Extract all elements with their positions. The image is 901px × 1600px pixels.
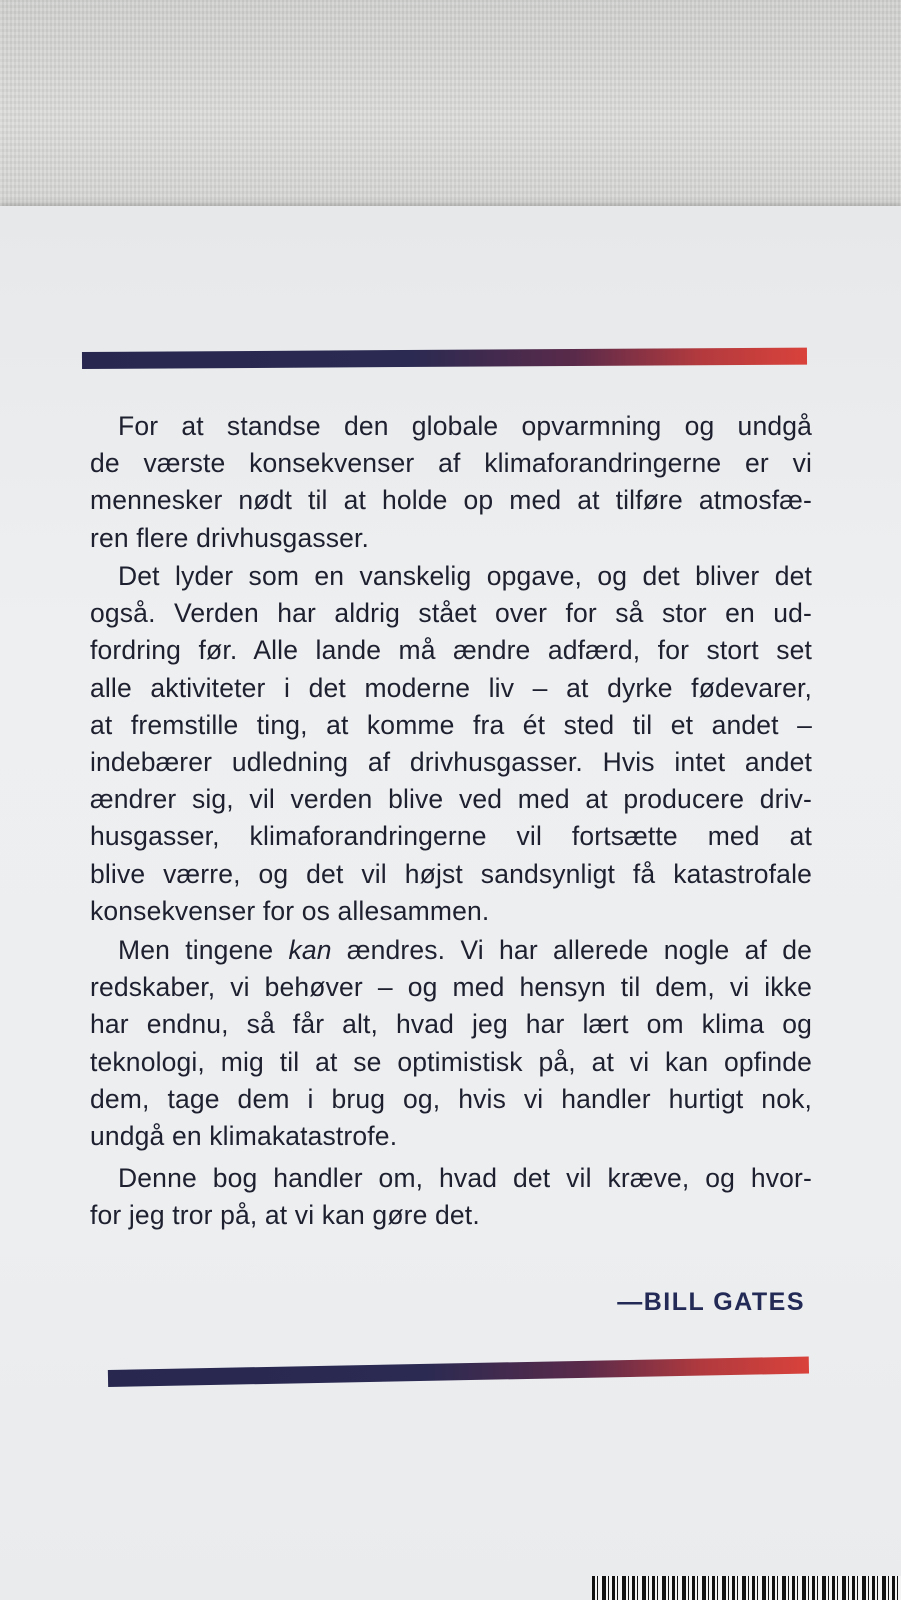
paragraph-2-line-1: Det lyder som en vanskelig opgave, og det bliver det [118, 561, 812, 591]
paragraph-3-line-3: har endnu, så får alt, hvad jeg har lært om klima og [90, 1009, 812, 1040]
paragraph-2-line-8: husgasser, klimaforandringerne vil fortsætte med at [90, 821, 812, 852]
emphasis-kan: kan [288, 935, 332, 965]
paragraph-2-line-7: ændrer sig, vil verden blive ved med at producere driv- [90, 784, 812, 815]
background-surface [0, 0, 901, 215]
paragraph-2 [90, 558, 812, 930]
paragraph-3-line-5: dem, tage dem i brug og, hvis vi handler hurtigt nok, [90, 1083, 812, 1114]
paragraph-2-line-5: at fremstille ting, at komme fra ét sted til et andet – [90, 709, 812, 740]
paragraph-3-line-1-start: Men tingene [118, 935, 274, 965]
paragraph-1-line-2: de værste konsekvenser af klimaforandringerne er vi [90, 448, 812, 479]
paragraph-2-line-9: blive værre, og det vil højst sandsynligt få katastrofale [90, 858, 812, 889]
paragraph-2-line-2: også. Verden har aldrig stået over for så stor en ud- [90, 598, 812, 629]
paragraph-4-line-2: for jeg tror på, at vi kan gøre det. [90, 1200, 480, 1231]
paragraph-1-line-3: mennesker nødt til at holde op med at tilføre atmosfæ- [90, 485, 812, 516]
barcode-icon [592, 1576, 901, 1600]
paragraph-3 [90, 932, 812, 1155]
paragraph-3-line-6: undgå en klimakatastrofe. [90, 1121, 398, 1152]
paragraph-2-line-4: alle aktiviteter i det moderne liv – at dyrke fødevarer, [90, 672, 812, 703]
paragraph-2-line-6: indebærer udledning af drivhusgasser. Hvis intet andet [90, 747, 812, 778]
paragraph-4-line-1: Denne bog handler om, hvad det vil kræve, og hvor- [118, 1163, 812, 1193]
paragraph-1-line-1: For at standse den globale opvarmning og undgå [118, 411, 812, 441]
paragraph-1 [90, 408, 812, 557]
paragraph-2-line-10: konsekvenser for os allesammen. [90, 895, 490, 926]
paragraph-2-line-3: fordring før. Alle lande må ændre adfærd, for stort set [90, 635, 812, 666]
paragraph-4 [90, 1160, 812, 1234]
paragraph-3-line-1-end: ændres. Vi har allerede nogle af de [346, 935, 813, 965]
author-signature: —BILL GATES [617, 1288, 805, 1316]
paragraph-3-line-2: redskaber, vi behøver – og med hensyn til dem, vi ikke [90, 972, 812, 1003]
paragraph-1-line-4: ren flere drivhusgasser. [90, 522, 370, 553]
paragraph-3-line-1 [90, 932, 812, 969]
paragraph-3-line-4: teknologi, mig til at se optimistisk på, at vi kan opfinde [90, 1046, 812, 1077]
